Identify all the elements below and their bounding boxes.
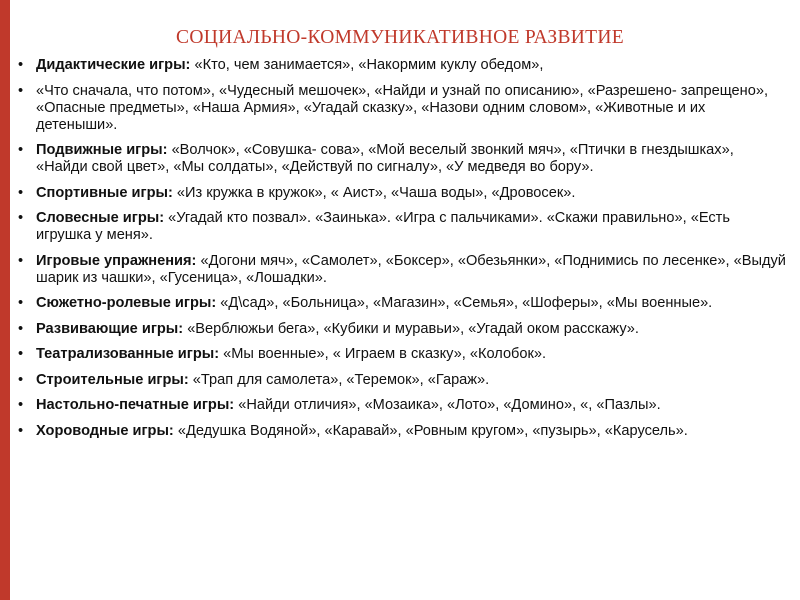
list-item bbox=[18, 253, 788, 287]
bullet-icon: • bbox=[18, 142, 24, 158]
bullet-icon: • bbox=[18, 346, 24, 362]
list-item-text: «Что сначала, что потом», «Чудесный мешочек», «Найди и узнай по описанию», «Разрешено- запрещено», «Опасные предметы», «Наша Армия», «Угадай сказку», «Назови одним словом», «Животные и их детеныши». bbox=[36, 82, 769, 133]
list-item-text: «Мы военные», « Играем в сказку», «Колобок». bbox=[219, 346, 547, 362]
list-item-text: «Трап для самолета», «Теремок», «Гараж». bbox=[188, 371, 490, 388]
list-item-term: Сюжетно-ролевые игры: bbox=[36, 295, 217, 311]
bullet-icon: • bbox=[18, 57, 24, 73]
list-item bbox=[18, 142, 788, 176]
list-item bbox=[18, 57, 788, 74]
list-item bbox=[18, 346, 788, 363]
bullet-icon: • bbox=[18, 252, 24, 269]
list-item bbox=[18, 185, 788, 202]
game-types-list bbox=[18, 57, 788, 448]
left-accent-stripe bbox=[0, 0, 10, 600]
list-item-term: Игровые упражнения: bbox=[36, 252, 197, 269]
list-item-term: Настольно-печатные игры: bbox=[36, 397, 235, 413]
bullet-icon: • bbox=[18, 210, 24, 226]
slide-title: СОЦИАЛЬНО-КОММУНИКАТИВНОЕ РАЗВИТИЕ bbox=[176, 27, 624, 48]
list-item bbox=[18, 423, 788, 440]
bullet-icon: • bbox=[18, 371, 24, 388]
list-item-term: Развивающие игры: bbox=[36, 320, 184, 337]
list-item-term: Спортивные игры: bbox=[36, 184, 173, 201]
list-item bbox=[18, 83, 788, 134]
bullet-icon: • bbox=[18, 397, 24, 413]
list-item-text: «Дедушка Водяной», «Каравай», «Ровным кругом», «пузырь», «Карусель». bbox=[173, 422, 688, 439]
list-item bbox=[18, 321, 788, 338]
list-item-text: «Кто, чем занимается», «Накормим куклу обедом», bbox=[190, 57, 544, 73]
list-item-text: «Найди отличия», «Мозаика», «Лото», «Домино», «, «Пазлы». bbox=[234, 397, 661, 413]
list-item-text: «Волчок», «Совушка- сова», «Мой веселый звонкий мяч», «Птички в гнездышках», «Найди свой цвет», «Мы солдаты», «Действуй по сигналу», «У медведя во бору». bbox=[36, 142, 734, 175]
list-item-text: «Д\сад», «Больница», «Магазин», «Семья», «Шоферы», «Мы военные». bbox=[216, 295, 713, 311]
list-item-term: Дидактические игры: bbox=[36, 57, 191, 73]
list-item bbox=[18, 295, 788, 312]
bullet-icon: • bbox=[18, 295, 24, 311]
bullet-icon: • bbox=[18, 184, 24, 201]
list-item-term: Хороводные игры: bbox=[36, 422, 174, 439]
list-item-term: Словесные игры: bbox=[36, 210, 165, 226]
bullet-icon: • bbox=[18, 82, 24, 99]
list-item-text: «Угадай кто позвал». «Заинька». «Игра с пальчиками». «Скажи правильно», «Есть игрушка у меня». bbox=[36, 210, 730, 243]
list-item-text: «Верблюжьи бега», «Кубики и муравьи», «Угадай оком расскажу». bbox=[183, 320, 639, 337]
list-item bbox=[18, 397, 788, 414]
list-item-text: «Догони мяч», «Самолет», «Боксер», «Обезьянки», «Поднимись по лесенке», «Выдуй шарик из чашки», «Гусеница», «Лошадки». bbox=[36, 252, 786, 286]
list-item-term: Театрализованные игры: bbox=[36, 346, 220, 362]
list-item-term: Строительные игры: bbox=[36, 371, 189, 388]
list-item bbox=[18, 210, 788, 244]
list-item-term: Подвижные игры: bbox=[36, 142, 168, 158]
list-item-text: «Из кружка в кружок», « Аист», «Чаша воды», «Дровосек». bbox=[172, 184, 576, 201]
list-item bbox=[18, 372, 788, 389]
bullet-icon: • bbox=[18, 320, 24, 337]
bullet-icon: • bbox=[18, 422, 24, 439]
